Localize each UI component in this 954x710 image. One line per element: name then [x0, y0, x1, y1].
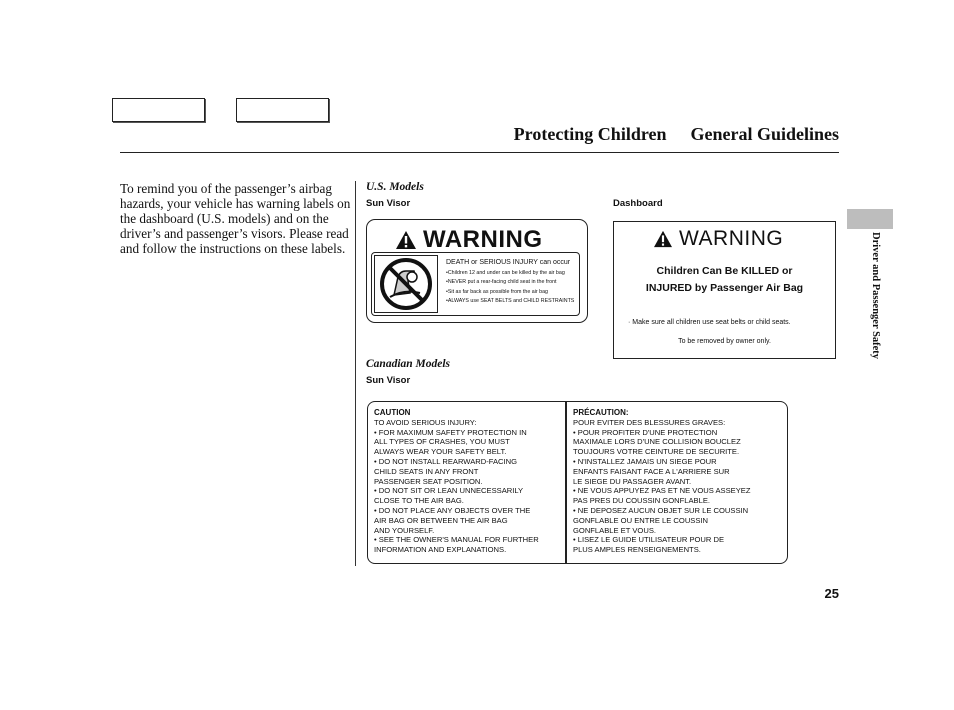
warning-header: [653, 227, 783, 251]
dashboard-main-text: [614, 263, 835, 297]
dashboard-warning-label: [613, 221, 836, 359]
precaution-line: MAXIMALE LORS D'UNE COLLISION BOUCLEZ: [573, 437, 741, 447]
chapter-tab-label: Driver and Passenger Safety: [870, 232, 881, 360]
page-header: [514, 124, 839, 145]
nav-button-contents[interactable]: [236, 98, 329, 122]
no-rear-facing-child-seat-icon: [374, 255, 438, 313]
caution-french-column: [573, 408, 751, 555]
caution-line: PASSENGER SEAT POSITION.: [374, 476, 483, 486]
canadian-sun-visor-caption: Sun Visor: [366, 375, 411, 386]
visor-lead-text: DEATH or SERIOUS INJURY can occur: [446, 259, 571, 266]
label-column-divider: [565, 402, 567, 563]
precaution-heading: PRÉCAUTION:: [573, 408, 629, 417]
precaution-line: PLUS AMPLES RENSEIGNEMENTS.: [573, 545, 701, 555]
us-sun-visor-label: [366, 219, 588, 323]
us-models-heading: U.S. Models: [366, 181, 424, 193]
us-visor-inner-panel: [371, 252, 580, 316]
warning-word: WARNING: [679, 227, 784, 250]
header-divider: [120, 152, 839, 153]
precaution-line: • POUR PROFITER D'UNE PROTECTION: [573, 427, 718, 437]
precaution-line: PAS PRES DU COUSSIN GONFLABLE.: [573, 496, 711, 506]
caution-line: INFORMATION AND EXPLANATIONS.: [374, 545, 507, 555]
precaution-line: LE SIEGE DU PASSAGER AVANT.: [573, 476, 692, 486]
dashboard-note: · Make sure all children use seat belts or child seats.: [628, 319, 791, 326]
canadian-models-heading: Canadian Models: [366, 358, 451, 370]
canadian-sun-visor-label: [367, 401, 788, 564]
warning-header: [395, 226, 543, 254]
warning-triangle-icon: [653, 230, 673, 248]
visor-bullet: •ALWAYS use SEAT BELTS and CHILD RESTRAINTS: [446, 298, 575, 304]
caution-line: CHILD SEATS IN ANY FRONT: [374, 466, 479, 476]
warning-word: WARNING: [423, 226, 543, 253]
precaution-line: • NE DEPOSEZ AUCUN OBJET SUR LE COUSSIN: [573, 505, 749, 515]
dashboard-line-2: INJURED by Passenger Air Bag: [645, 282, 804, 294]
caution-line: • SEE THE OWNER'S MANUAL FOR FURTHER: [374, 535, 539, 545]
precaution-line: GONFLABLE ET VOUS.: [573, 525, 656, 535]
section-title: Protecting Children: [513, 124, 667, 144]
caution-heading: CAUTION: [374, 408, 411, 417]
precaution-line: POUR EVITER DES BLESSURES GRAVES:: [573, 417, 726, 427]
precaution-line: • LISEZ LE GUIDE UTILISATEUR POUR DE: [573, 535, 725, 545]
column-divider: [355, 181, 356, 566]
dashboard-caption: Dashboard: [613, 198, 663, 209]
nav-button-previous[interactable]: [112, 98, 205, 122]
precaution-line: GONFLABLE OU ENTRE LE COUSSIN: [573, 515, 709, 525]
visor-bullet: •Sit as far back as possible from the air bag: [446, 288, 548, 295]
caution-line: TO AVOID SERIOUS INJURY:: [374, 417, 477, 427]
dashboard-removal-note: To be removed by owner only.: [678, 338, 771, 345]
caution-english-column: [374, 408, 539, 555]
caution-line: AND YOURSELF.: [374, 525, 435, 535]
dashboard-line-1: Children Can Be KILLED or: [656, 265, 793, 277]
intro-paragraph: To remind you of the passenger’s airbag hazards, your vehicle has warning labels on the dashboard (U.S. models) and on the driver’s and passenger’s visors. Please read and follow the instructions on these labels.: [120, 181, 351, 256]
caution-line: ALL TYPES OF CRASHES, YOU MUST: [374, 437, 510, 447]
caution-line: CLOSE TO THE AIR BAG.: [374, 496, 464, 506]
warning-triangle-icon: [395, 230, 417, 250]
us-visor-text: [446, 258, 578, 307]
visor-bullet: •NEVER put a rear-facing child seat in the front: [446, 279, 557, 285]
caution-line: • DO NOT PLACE ANY OBJECTS OVER THE: [374, 505, 531, 515]
us-sun-visor-caption: Sun Visor: [366, 198, 411, 209]
visor-bullet: •Children 12 and under can be killed by the air bag: [446, 269, 565, 276]
precaution-line: ENFANTS FAISANT FACE A L'ARRIERE SUR: [573, 466, 730, 476]
chapter-tab-marker: [847, 209, 893, 229]
caution-line: AIR BAG OR BETWEEN THE AIR BAG: [374, 515, 508, 525]
caution-line: ALWAYS WEAR YOUR SAFETY BELT.: [374, 447, 507, 457]
caution-line: • FOR MAXIMUM SAFETY PROTECTION IN: [374, 427, 527, 437]
precaution-line: • NE VOUS APPUYEZ PAS ET NE VOUS ASSEYEZ: [573, 486, 751, 496]
page-number: 25: [824, 586, 839, 601]
precaution-line: • N'INSTALLEZ JAMAIS UN SIEGE POUR: [573, 456, 717, 466]
caution-line: • DO NOT INSTALL REARWARD-FACING: [374, 456, 518, 466]
caution-line: • DO NOT SIT OR LEAN UNNECESSARILY: [374, 486, 524, 496]
subsection-title: General Guidelines: [690, 124, 839, 144]
precaution-line: TOUJOURS VOTRE CEINTURE DE SECURITE.: [573, 447, 740, 457]
